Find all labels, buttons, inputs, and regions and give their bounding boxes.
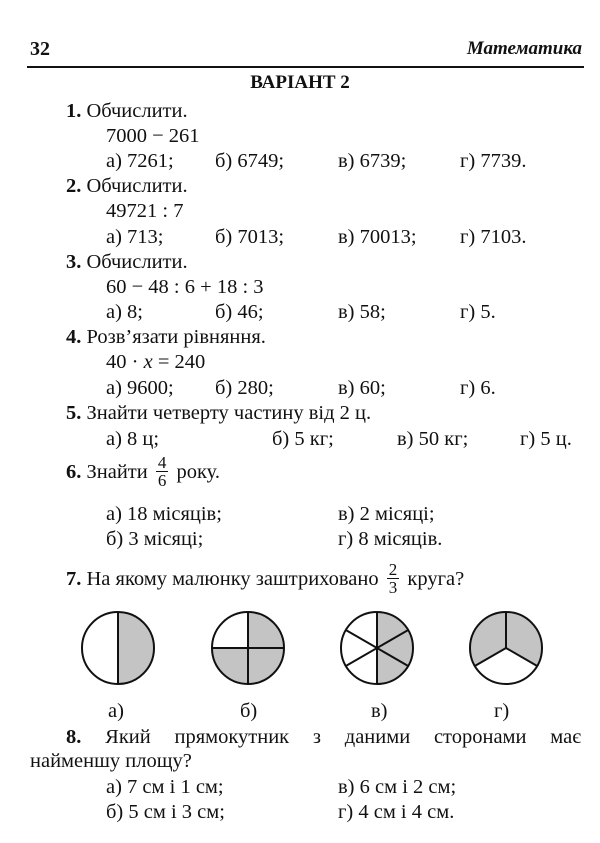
task-4-answer-c: в) 60; [338, 377, 386, 399]
task-number: 6. [66, 461, 82, 484]
task-6-answer-a: а) 18 місяців; [106, 503, 222, 525]
task-4-answer-d: г) 6. [460, 377, 496, 399]
expr-part: 40 · [106, 351, 144, 373]
task-2-answer-d: г) 7103. [460, 226, 527, 248]
fraction-numerator: 2 [388, 560, 398, 579]
variant-title: ВАРІАНТ 2 [250, 72, 350, 93]
task-4-expression [106, 351, 205, 374]
task-8-answer-b: б) 5 см і 3 см; [106, 801, 225, 823]
task-2-expression: 49721 : 7 [106, 200, 184, 222]
circle-b-quarters [212, 612, 284, 684]
circle-figures [0, 600, 600, 720]
task-1-answer-c: в) 6739; [338, 150, 407, 172]
header-rule [27, 66, 584, 68]
task-4-answer-a: а) 9600; [106, 377, 174, 399]
variable-x: x [143, 351, 153, 373]
fraction-numerator: 4 [157, 453, 167, 472]
task-text: Обчислити. [86, 100, 188, 122]
figure-label-c: в) [371, 700, 388, 722]
task-8-answer-d: г) 4 см і 4 см. [338, 801, 455, 823]
task-6-answer-c: в) 2 місяці; [338, 503, 435, 525]
task-2-answer-c: в) 70013; [338, 226, 417, 248]
task-6-prompt [66, 453, 220, 491]
task-1-expression: 7000 − 261 [106, 125, 200, 147]
task-5-answer-d: г) 5 ц. [520, 428, 572, 450]
circle-a-half [82, 612, 154, 684]
task-text: Знайти [86, 461, 148, 484]
task-text: Знайти четверту частину від 2 ц. [86, 402, 372, 424]
figure-label-a: а) [108, 700, 124, 722]
task-2-answer-b: б) 7013; [215, 226, 285, 248]
task-text: Розв’язати рівняння. [86, 326, 266, 348]
task-3-expression: 60 − 48 : 6 + 18 : 3 [106, 276, 264, 298]
expr-part: = 240 [152, 351, 206, 373]
task-8-answer-a: а) 7 см і 1 см; [106, 776, 224, 798]
task-number: 4. [66, 326, 82, 348]
figure-label-d: г) [494, 700, 510, 722]
task-text: Який прямокутник з даними сторонами має [105, 726, 581, 748]
task-8-prompt [66, 726, 581, 749]
task-number: 5. [66, 402, 82, 424]
task-7-prompt [66, 560, 465, 598]
task-3-answer-c: в) 58; [338, 301, 386, 323]
task-4-prompt [66, 326, 266, 349]
task-3-answer-d: г) 5. [460, 301, 496, 323]
fraction-denominator: 6 [157, 471, 167, 490]
task-2-prompt [66, 175, 188, 198]
task-6-answer-d: г) 8 місяців. [338, 528, 443, 550]
circle-v-sixths [341, 612, 413, 684]
task-1-prompt [66, 100, 188, 123]
fraction-four-sixths [156, 454, 169, 489]
task-6-answer-b: б) 3 місяці; [106, 528, 204, 550]
task-3-answer-a: а) 8; [106, 301, 143, 323]
task-5-prompt [66, 402, 371, 425]
task-text-after: круга? [407, 568, 465, 591]
circle-g-thirds [470, 612, 542, 684]
task-5-answer-c: в) 50 кг; [397, 428, 469, 450]
figure-label-b: б) [240, 700, 258, 722]
task-1-answer-d: г) 7739. [460, 150, 527, 172]
task-1-answer-a: а) 7261; [106, 150, 174, 172]
task-text: На якому малюнку заштриховано [86, 568, 379, 591]
task-number: 7. [66, 568, 82, 591]
task-text: Обчислити. [86, 175, 188, 197]
task-number: 1. [66, 100, 82, 122]
task-3-answer-b: б) 46; [215, 301, 264, 323]
task-number: 8. [66, 726, 82, 748]
task-number: 3. [66, 251, 82, 273]
task-2-answer-a: а) 713; [106, 226, 164, 248]
task-3-prompt [66, 251, 188, 274]
task-4-answer-b: б) 280; [215, 377, 274, 399]
task-number: 2. [66, 175, 82, 197]
task-8-answer-c: в) 6 см і 2 см; [338, 776, 457, 798]
task-5-answer-b: б) 5 кг; [272, 428, 334, 450]
fraction-denominator: 3 [388, 578, 398, 597]
task-text-after: року. [176, 461, 220, 484]
subject-header: Математика [466, 38, 582, 59]
task-5-answer-a: а) 8 ц; [106, 428, 160, 450]
task-8-prompt-cont: найменшу площу? [30, 750, 192, 772]
task-1-answer-b: б) 6749; [215, 150, 285, 172]
page-number: 32 [30, 38, 50, 60]
task-text: Обчислити. [86, 251, 188, 273]
fraction-two-thirds [387, 561, 400, 596]
